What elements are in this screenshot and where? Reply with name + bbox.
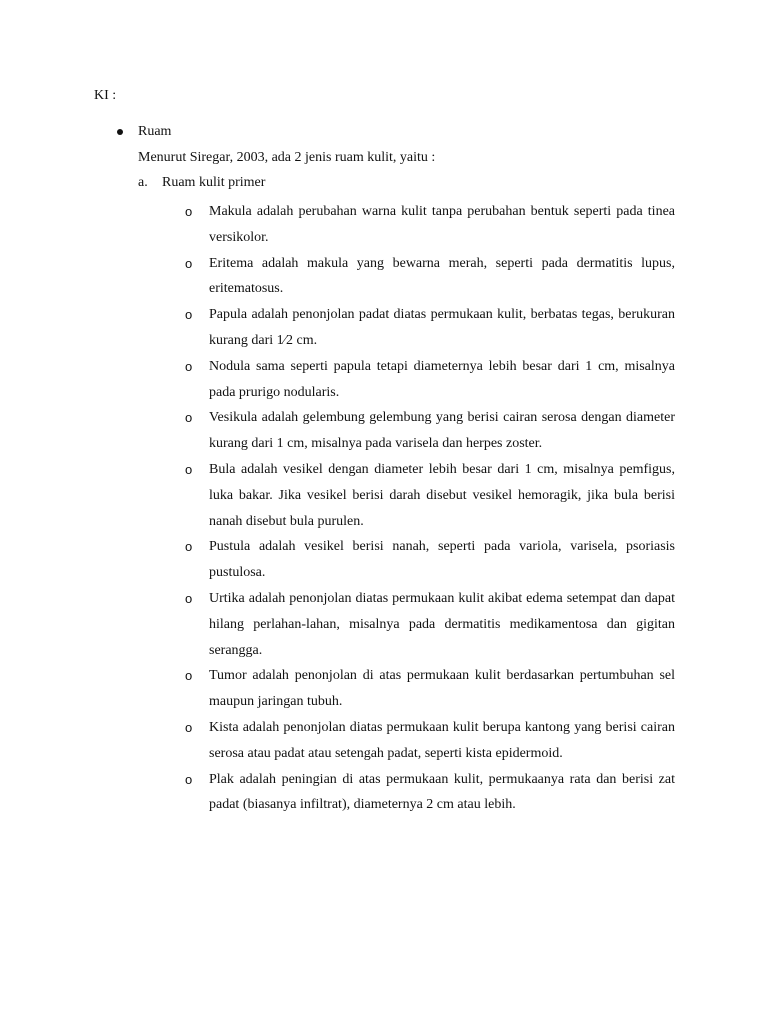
sublist-label: Ruam kulit primer <box>162 175 266 190</box>
list-item-text: Papula adalah penonjolan padat diatas permukaan kulit, berbatas tegas, berukuran kurang dari 1⁄2 cm. <box>209 307 675 348</box>
circle-bullet-icon: o <box>185 668 193 684</box>
list-item <box>185 251 675 303</box>
rash-type-list <box>185 199 675 818</box>
list-item-text: Eritema adalah makula yang bewarna merah, seperti pada dermatitis lupus, eritematosus. <box>209 255 675 297</box>
bullet-label: Ruam <box>138 124 172 139</box>
list-item-text: Pustula adalah vesikel berisi nanah, seperti pada variola, varisela, psoriasis pustulosa. <box>209 539 675 581</box>
list-item <box>185 302 675 354</box>
list-item <box>185 457 675 534</box>
circle-bullet-icon: o <box>185 719 193 735</box>
list-item <box>185 663 675 715</box>
intro-paragraph: Menurut Siregar, 2003, ada 2 jenis ruam kulit, yaitu : <box>138 150 436 165</box>
list-item-text: Plak adalah peningian di atas permukaan kulit, permukaanya rata dan berisi zat padat (biasanya infiltrat), diameternya 2 cm atau lebih. <box>209 771 675 813</box>
list-item-text: Makula adalah perubahan warna kulit tanpa perubahan bentuk seperti pada tinea versikolor. <box>209 204 675 245</box>
document-heading: KI : <box>94 88 117 103</box>
circle-bullet-icon: o <box>185 358 193 374</box>
list-item <box>185 534 675 586</box>
list-item <box>185 715 675 767</box>
list-item-text: Urtika adalah penonjolan diatas permukaan kulit akibat edema setempat dan dapat hilang perlahan-lahan, misalnya pada dermatitis medikamentosa dan gigitan serangga. <box>209 590 675 658</box>
circle-bullet-icon: o <box>185 255 193 271</box>
list-item-text: Tumor adalah penonjolan di atas permukaan kulit berdasarkan pertumbuhan sel maupun jaringan tubuh. <box>209 668 675 710</box>
list-item-text: Kista adalah penonjolan diatas permukaan kulit berupa kantong yang berisi cairan serosa atau padat atau setengah padat, seperti kista epidermoid. <box>209 719 675 761</box>
circle-bullet-icon: o <box>185 771 193 787</box>
circle-bullet-icon: o <box>185 204 193 219</box>
list-item-text: Bula adalah vesikel dengan diameter lebih besar dari 1 cm, misalnya pemfigus, luka bakar. Jika vesikel berisi darah disebut vesikel hemoragik, jika bula berisi nanah disebut bula purulen. <box>209 461 675 529</box>
sublist-marker: a. <box>138 175 148 190</box>
list-item <box>185 405 675 457</box>
circle-bullet-icon: o <box>185 461 193 477</box>
circle-bullet-icon: o <box>185 307 193 323</box>
list-item-text: Nodula sama seperti papula tetapi diameternya lebih besar dari 1 cm, misalnya pada prurigo nodularis. <box>209 358 675 400</box>
list-item <box>185 199 675 251</box>
circle-bullet-icon: o <box>185 539 193 555</box>
list-item-text: Vesikula adalah gelembung gelembung yang berisi cairan serosa dengan diameter kurang dari 1 cm, misalnya pada varisela dan herpes zoster. <box>209 410 675 452</box>
list-item <box>185 767 675 819</box>
list-item <box>185 354 675 406</box>
list-item <box>185 586 675 663</box>
circle-bullet-icon: o <box>185 410 193 426</box>
circle-bullet-icon: o <box>185 590 193 606</box>
bullet-dot-icon <box>117 129 123 135</box>
